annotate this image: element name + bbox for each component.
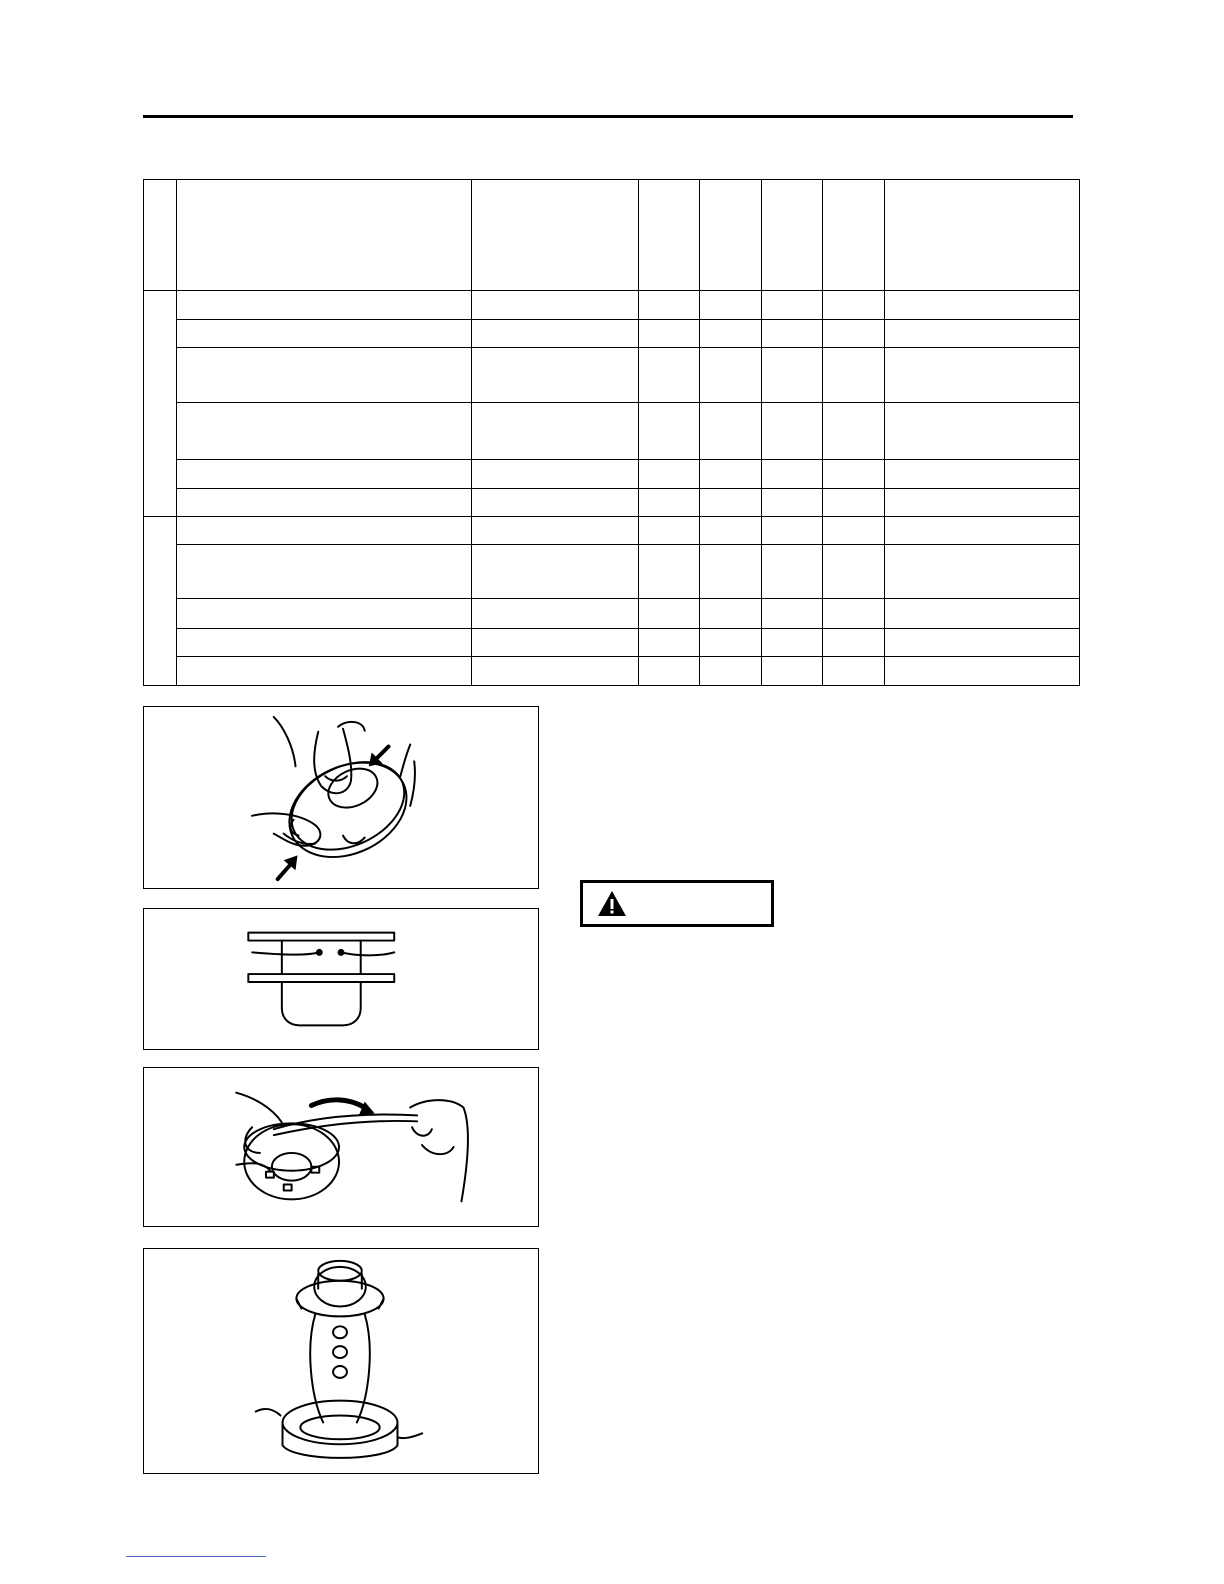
table-row (144, 291, 1080, 320)
table-cell (700, 545, 762, 599)
group-label-cell (144, 517, 177, 686)
table-cell (700, 460, 762, 489)
table-cell (700, 629, 762, 657)
table-cell (472, 489, 639, 517)
table-cell (639, 545, 700, 599)
table-cell (885, 403, 1080, 460)
table-cell (177, 629, 472, 657)
header-cell (823, 180, 885, 291)
table-row (144, 545, 1080, 599)
table-cell (472, 320, 639, 348)
table-row (144, 348, 1080, 403)
warning-box (580, 880, 774, 927)
table-cell (885, 599, 1080, 629)
header-cell (885, 180, 1080, 291)
table-cell (885, 320, 1080, 348)
table-cell (885, 291, 1080, 320)
table-cell (177, 460, 472, 489)
trimmer-head-assembly-illustration (144, 1249, 538, 1473)
header-cell (472, 180, 639, 291)
table-cell (472, 517, 639, 545)
table-cell (177, 291, 472, 320)
header-cell (144, 180, 177, 291)
top-rule (143, 115, 1073, 118)
table-cell (823, 291, 885, 320)
trimmer-head-release-illustration (144, 707, 538, 888)
table-cell (762, 403, 823, 460)
table-cell (472, 545, 639, 599)
table-cell (177, 489, 472, 517)
table-cell (472, 403, 639, 460)
table-cell (177, 599, 472, 629)
header-cell (639, 180, 700, 291)
bottom-link-underline[interactable] (126, 1556, 266, 1557)
table-cell (762, 348, 823, 403)
table-cell (177, 403, 472, 460)
table-cell (472, 629, 639, 657)
table-row (144, 629, 1080, 657)
table-cell (823, 599, 885, 629)
table-cell (700, 403, 762, 460)
table-cell (700, 291, 762, 320)
table-cell (639, 489, 700, 517)
table-cell (885, 657, 1080, 686)
table-cell (885, 629, 1080, 657)
table-row (144, 517, 1080, 545)
header-cell (762, 180, 823, 291)
figure-press-release-tabs (143, 706, 539, 889)
table-cell (762, 599, 823, 629)
table-cell (885, 517, 1080, 545)
header-cell (177, 180, 472, 291)
table-cell (823, 348, 885, 403)
table-cell (762, 545, 823, 599)
table-cell (472, 291, 639, 320)
table-cell (177, 348, 472, 403)
table-cell (700, 348, 762, 403)
table-cell (762, 489, 823, 517)
table-row (144, 489, 1080, 517)
table-cell (472, 657, 639, 686)
table-cell (762, 517, 823, 545)
table-cell (823, 517, 885, 545)
table-cell (639, 348, 700, 403)
table-cell (700, 320, 762, 348)
table-row (144, 599, 1080, 629)
group-label-cell (144, 291, 177, 517)
table-cell (472, 599, 639, 629)
table-cell (885, 460, 1080, 489)
table-cell (823, 657, 885, 686)
table-cell (885, 348, 1080, 403)
table-cell (639, 291, 700, 320)
table-cell (177, 657, 472, 686)
table-cell (762, 657, 823, 686)
table-cell (885, 545, 1080, 599)
table-cell (823, 489, 885, 517)
table-cell (639, 629, 700, 657)
table-cell (823, 460, 885, 489)
table-cell (762, 291, 823, 320)
table-cell (762, 629, 823, 657)
table-cell (823, 403, 885, 460)
trimmer-head-eyelet-illustration (144, 909, 538, 1049)
table-cell (177, 320, 472, 348)
table-cell (639, 320, 700, 348)
table-cell (700, 599, 762, 629)
table-row (144, 320, 1080, 348)
header-cell (700, 180, 762, 291)
table-cell (885, 489, 1080, 517)
figure-wind-line-on-spool (143, 1067, 539, 1227)
table-cell (700, 517, 762, 545)
table-cell (472, 348, 639, 403)
table-row (144, 657, 1080, 686)
figure-line-eyelets (143, 908, 539, 1050)
table-cell (177, 517, 472, 545)
table-row (144, 403, 1080, 460)
table-cell (472, 460, 639, 489)
table-cell (639, 657, 700, 686)
table-cell (639, 599, 700, 629)
table-cell (639, 403, 700, 460)
table-cell (639, 460, 700, 489)
spool-winding-illustration (144, 1068, 538, 1226)
table-cell (823, 629, 885, 657)
table-cell (700, 657, 762, 686)
table-cell (762, 460, 823, 489)
table-header-row (144, 180, 1080, 291)
table-cell (177, 545, 472, 599)
table-cell (823, 545, 885, 599)
table-cell (639, 517, 700, 545)
table-row (144, 460, 1080, 489)
figure-reassemble-head (143, 1248, 539, 1474)
maintenance-table (143, 179, 1080, 686)
table-cell (700, 489, 762, 517)
table-cell (762, 320, 823, 348)
warning-triangle-icon (597, 889, 627, 919)
table-cell (823, 320, 885, 348)
